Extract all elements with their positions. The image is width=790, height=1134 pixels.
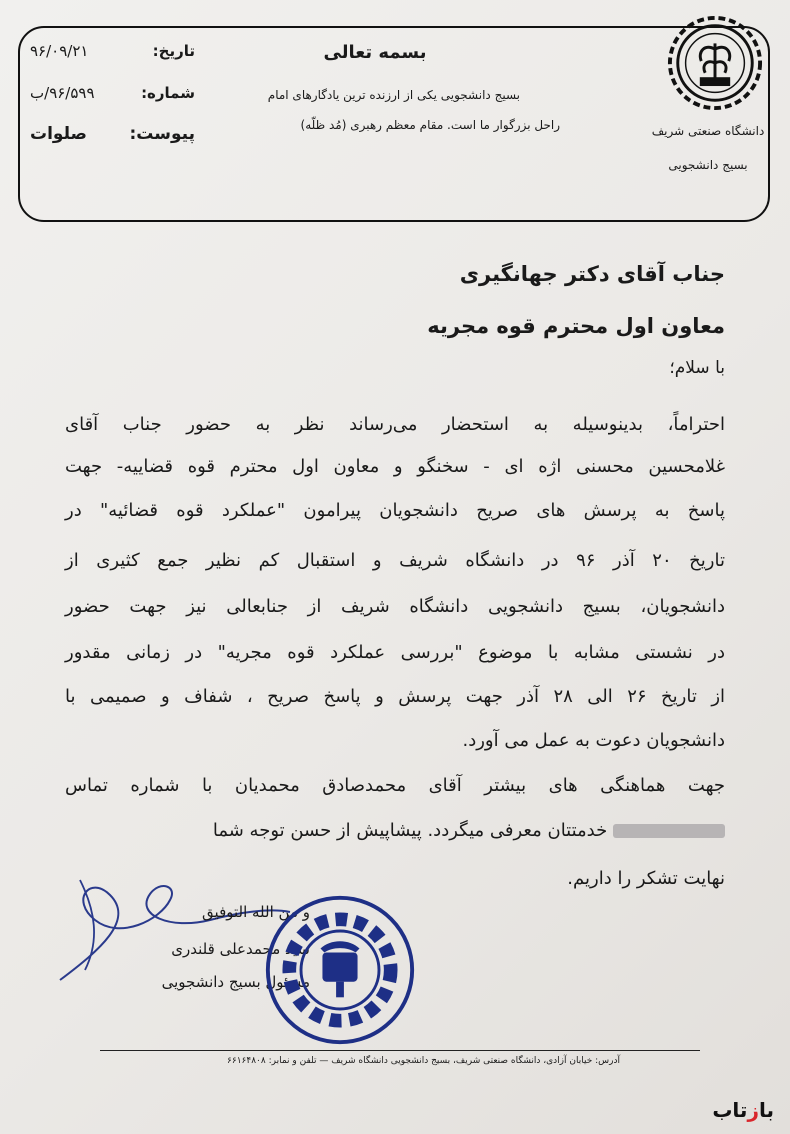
body-line: دانشجویان دعوت به عمل می آورد. xyxy=(462,730,725,751)
body-line-with-redaction xyxy=(65,820,725,841)
date-value: ۹۶/۰۹/۲۱ xyxy=(30,42,89,60)
leader-quote-line-2: راحل بزرگوار ما است. مقام معظم رهبری (مُد ظلّه) xyxy=(300,118,560,132)
basij-stamp-icon xyxy=(262,892,418,1048)
recipient-title: معاون اول محترم قوه مجریه xyxy=(427,314,725,338)
bismillah-heading: بسمه تعالی xyxy=(323,42,427,63)
attachment-label: پیوست: xyxy=(129,124,195,144)
body-line: از تاریخ ۲۶ الی ۲۸ آذر جهت پرسش و پاسخ صریح ، شفاف و صمیمی با xyxy=(65,686,726,707)
org-subtitle: بسیج دانشجویی xyxy=(668,158,748,172)
date-field xyxy=(30,42,195,60)
number-field xyxy=(30,84,195,102)
university-emblem-icon xyxy=(666,14,764,112)
signature-closing: و من الله التوفیق xyxy=(202,903,310,921)
number-label: شماره: xyxy=(141,84,195,102)
body-line: پاسخ به پرسش های صریح دانشجویان پیرامون "عملکرد قوه قضائیه" در xyxy=(65,500,725,521)
body-line: تاریخ ۲۰ آذر ۹۶ در دانشگاه شریف و استقبال کم نظیر جمع کثیری از xyxy=(65,550,725,571)
date-label: تاریخ: xyxy=(152,42,195,60)
body-line: نهایت تشکر را داریم. xyxy=(567,868,725,889)
footer-rule xyxy=(100,1050,700,1051)
org-name: دانشگاه صنعتی شریف xyxy=(651,124,765,138)
watermark-logo: بازتاب xyxy=(712,1098,774,1122)
greeting: با سلام؛ xyxy=(669,358,725,378)
footer-address: آدرس: خیابان آزادی، دانشگاه صنعتی شریف، بسیج دانشجویی دانشگاه شریف — تلفن و نمابر: ۶۶۱۶۴۸۰۸ xyxy=(227,1056,620,1066)
number-value: ۹۶/۵۹۹/ب xyxy=(30,84,95,102)
attachment-value: صلوات xyxy=(30,124,87,144)
body-line: در نشستی مشابه با موضوع "بررسی عملکرد قوه مجریه" در زمانی مقدور xyxy=(65,642,725,663)
body-line: احتراماً، بدینوسیله به استحضار می‌رساند نظر به حضور جناب آقای xyxy=(65,414,725,435)
body-line: دانشجویان، بسیج دانشجویی دانشگاه شریف از جنابعالی نیز جهت حضور xyxy=(65,596,725,617)
body-line: غلامحسین محسنی اژه ای - سخنگو و معاون اول محترم قوه قضاییه- جهت xyxy=(65,456,725,477)
signatory-title: مسئول بسیج دانشجویی xyxy=(161,973,310,991)
recipient-name: جناب آقای دکتر جهانگیری xyxy=(459,262,725,286)
body-line: جهت هماهنگی های بیشتر آقای محمدصادق محمدیان با شماره تماس xyxy=(65,775,725,796)
attachment-field xyxy=(30,124,195,144)
body-line-text: خدمتتان معرفی میگردد. پیشاپیش از حسن توجه شما xyxy=(212,820,608,841)
redacted-phone-number xyxy=(613,824,725,838)
signatory-name: سید محمدعلی قلندری xyxy=(171,940,310,958)
leader-quote-line-1: بسیج دانشجویی یکی از ارزنده ترین یادگارهای امام xyxy=(267,88,520,102)
